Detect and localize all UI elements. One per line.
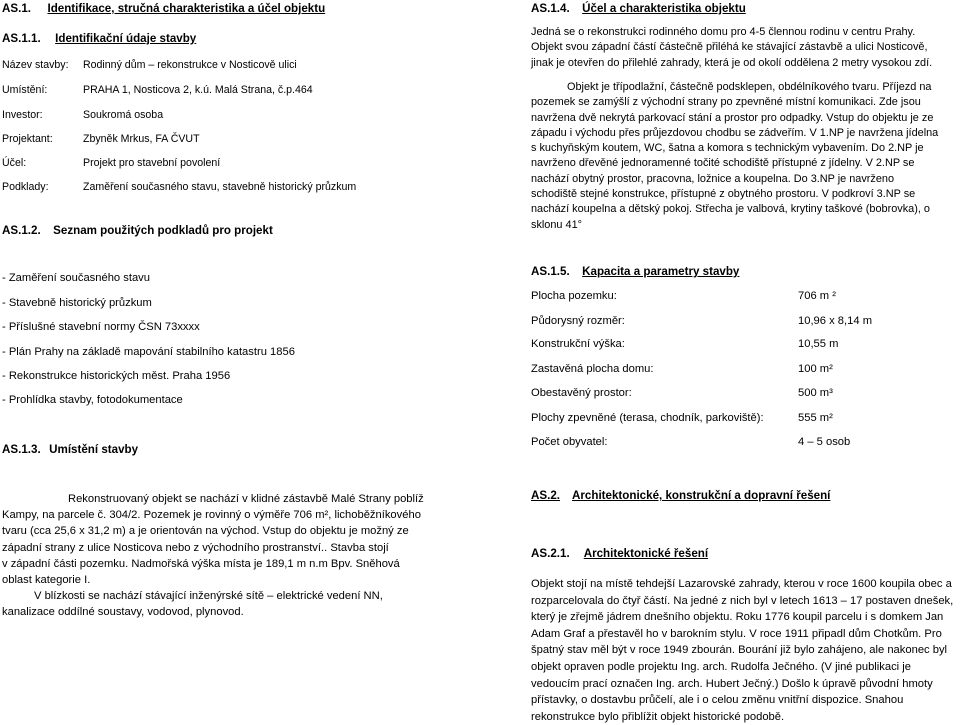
kapacita-label: Obestavěný prostor: — [531, 387, 632, 399]
kapacita-value: 10,96 x 8,14 m — [798, 315, 873, 327]
field-label-investor: Investor: — [2, 109, 43, 121]
field-label-projektant: Projektant: — [2, 133, 53, 145]
heading-number: AS.2.1. — [531, 547, 570, 560]
text-line: Objekt stojí na místě tehdejší Lazarovské zahrady, kterou v roce 1600 koupila obec a — [531, 578, 952, 590]
text-line: Adam Graf a přestavěl ho v barokním stylu. V roce 1911 připadl dům Chotkům. Pro — [531, 627, 942, 640]
field-value-investor: Soukromá osoba — [83, 109, 164, 121]
subheading-as13 — [2, 443, 138, 456]
podklad-item: - Zaměření současného stavu — [2, 272, 150, 284]
field-value-podklady: Zaměření současného stavu, stavebně historický průzkum — [83, 181, 357, 193]
text-line: Jedná se o rekonstrukci rodinného domu pro 4-5 člennou rodinu v centru Prahy. — [531, 26, 916, 38]
heading-text: Účel a charakteristika objektu — [582, 2, 746, 15]
heading-text: Kapacita a parametry stavby — [582, 265, 740, 278]
podklad-item: - Plán Prahy na základě mapování stabilního katastru 1856 — [2, 346, 295, 358]
text-line: navrženа dvě nekrytá parkovací stání a prostor pro odpadky. Vstup do objektu je ze — [531, 111, 934, 124]
podklad-item: - Prohlídka stavby, fotodokumentace — [2, 394, 183, 406]
field-value-projektant: Zbyněk Mrkus, FA ČVUT — [83, 133, 200, 145]
section-heading-as1 — [2, 2, 325, 15]
ucel-paragraph-1 — [531, 25, 956, 71]
architektonicke-reseni-paragraph — [531, 576, 959, 725]
text-line: tvaru (cca 25,6 x 31,2 m) a je orientován na východ. Vstup do objektu je možný ze — [2, 525, 409, 538]
kapacita-label: Zastavěná plocha domu: — [531, 363, 654, 375]
kapacita-label: Plochy zpevněné (terasa, chodník, parkoviště): — [531, 412, 764, 424]
text-line: Objekt je třípodlažní, částečně podsklepen, obdélníkového tvaru. Příjezd na — [567, 81, 932, 93]
text-line: nachází obytný prostor, pracovna, ložnice a koupelna. Do 3.NP je navrženo — [531, 172, 895, 185]
kapacita-label: Konstrukční výška: — [531, 338, 625, 350]
text-line: v západní části pozemku. Nadmořská výška místa je 189,1 m n.m Bpv. Sněhová — [2, 557, 400, 570]
heading-text: Identifikační údaje stavby — [55, 32, 197, 45]
heading-number: AS.1.1. — [2, 32, 41, 45]
text-line: který je zřejmě jádrem dnešního objektu. Roku 1776 koupil parcelu i s domkem Jan — [531, 611, 944, 624]
text-line: oblast kategorie I. — [2, 574, 91, 587]
field-value-ucel: Projekt pro stavební povolení — [83, 157, 221, 169]
subheading-as12 — [2, 224, 273, 237]
text-line: navrženo dřevěné jednoramenné točité schodiště přístupné z jídelny. V 2.NP se — [531, 157, 915, 170]
podklad-item: - Rekonstrukce historických měst. Praha 1956 — [2, 370, 231, 382]
heading-text: Architektonické, konstrukční a dopravní řešení — [572, 489, 831, 502]
field-label-nazev: Název stavby: — [2, 59, 69, 71]
heading-text: Seznam použitých podkladů pro projekt — [53, 224, 273, 237]
text-line: kanalizace oddílné soustavy, vodovod, plynovod. — [2, 606, 244, 619]
podklad-item: - Příslušné stavební normy ČSN 73xxxx — [2, 321, 200, 333]
heading-text: Architektonické řešení — [583, 547, 709, 560]
kapacita-label: Počet obyvatel: — [531, 436, 608, 448]
field-label-ucel: Účel: — [2, 157, 27, 169]
heading-number: AS.1.4. — [531, 2, 570, 15]
text-line: západní strany z ulice Nosticova nebo z východního prostranství.. Stavba stojí — [2, 541, 389, 554]
field-value-umisteni: PRAHA 1, Nosticova 2, k.ú. Malá Strana, č.p.464 — [83, 84, 313, 96]
text-line: jinak je otevřen do přilehlé zahrady, která je od okolí oddělena 2 metry vysokou zdí. — [531, 56, 933, 69]
field-value-nazev: Rodinný dům – rekonstrukce v Nosticově ulici — [83, 59, 297, 71]
text-line: s kuchyňským koutem, WC, šatna a komora s technickým vybavením. Do 2.NP je — [531, 142, 924, 155]
subheading-as11 — [2, 32, 196, 45]
text-line: přístavky, o dostavbu průčelí, ale i o celou změnu vnitřní dispozice. Snahou — [531, 694, 904, 707]
section-heading-as2 — [531, 489, 830, 502]
text-line: objekt opraven podle projektu Ing. arch. Rudolfa Ječného. (V jiné publikaci je — [531, 660, 911, 673]
text-line: Objekt svou západní částí částečně přiléhá ke stávající zástavbě a ulici Nosticově, — [531, 41, 928, 54]
heading-number: AS.1.3. — [2, 443, 41, 456]
kapacita-value: 706 m ² — [798, 290, 836, 302]
text-line: V blízkosti se nachází stávající inženýrské sítě – elektrické vedení NN, — [34, 590, 383, 603]
podklad-item: - Stavebně historický průzkum — [2, 297, 152, 309]
kapacita-value: 4 – 5 osob — [798, 436, 851, 448]
kapacita-label: Půdorysný rozměr: — [531, 315, 625, 327]
text-line: špatný stav měl být v roce 1949 zbourán. Bourání již bylo zahájeno, ale nakonec byl — [531, 644, 948, 657]
text-line: Kampy, na parcele č. 304/2. Pozemek je rovinný o výměře 706 m², lichoběžníkového — [2, 509, 421, 522]
heading-text: Identifikace, stručná charakteristika a účel objektu — [47, 2, 326, 15]
text-line: vedoucím prací označen Ing. arch. Hubert Ječný.) Došlo k úpravě původní hmoty — [531, 677, 933, 690]
text-line: sklonu 41° — [531, 218, 582, 231]
kapacita-value: 10,55 m — [798, 338, 839, 350]
umisteni-paragraph — [2, 491, 432, 621]
subheading-as15 — [531, 265, 739, 278]
heading-text: Umístění stavby — [49, 443, 139, 456]
kapacita-value: 500 m³ — [798, 387, 833, 399]
heading-number: AS.2. — [531, 489, 560, 502]
text-line: nachází koupelna a dětský pokoj. Střecha je valbová, krytiny taškové (bobrovka), o — [531, 203, 930, 216]
heading-number: AS.1.5. — [531, 265, 570, 278]
text-line: západu i východu přes průjezdovou chodbu se zádveřím. V 1.NP je navržena jídelna — [531, 126, 939, 139]
heading-number: AS.1.2. — [2, 224, 41, 237]
kapacita-value: 555 m² — [798, 412, 833, 424]
field-label-umisteni: Umístění: — [2, 84, 48, 96]
subheading-as14 — [531, 2, 746, 15]
subheading-as21 — [531, 547, 708, 560]
text-line: schodiště stejné konstrukce, přístupné z obytného prostoru. V podkroví 3.NP se — [531, 188, 916, 201]
text-line: pozemek se zamýšlí z východní strany po zpevněné místní komunikaci. Zde jsou — [531, 96, 921, 109]
heading-number: AS.1. — [2, 2, 31, 15]
kapacita-label: Plocha pozemku: — [531, 290, 617, 302]
text-line: rekonstrukce bylo přiblížit objekt historické podobě. — [531, 710, 785, 723]
text-line: rozparcelovala do čtyř částí. Na jedné z nich byl v letech 1613 – 17 postaven dnešek, — [531, 594, 954, 607]
kapacita-value: 100 m² — [798, 363, 833, 375]
text-line: Rekonstruovaný objekt se nachází v klidné zástavbě Malé Strany poblíž — [68, 493, 424, 505]
ucel-paragraph-2 — [531, 80, 956, 233]
field-label-podklady: Podklady: — [2, 181, 49, 193]
